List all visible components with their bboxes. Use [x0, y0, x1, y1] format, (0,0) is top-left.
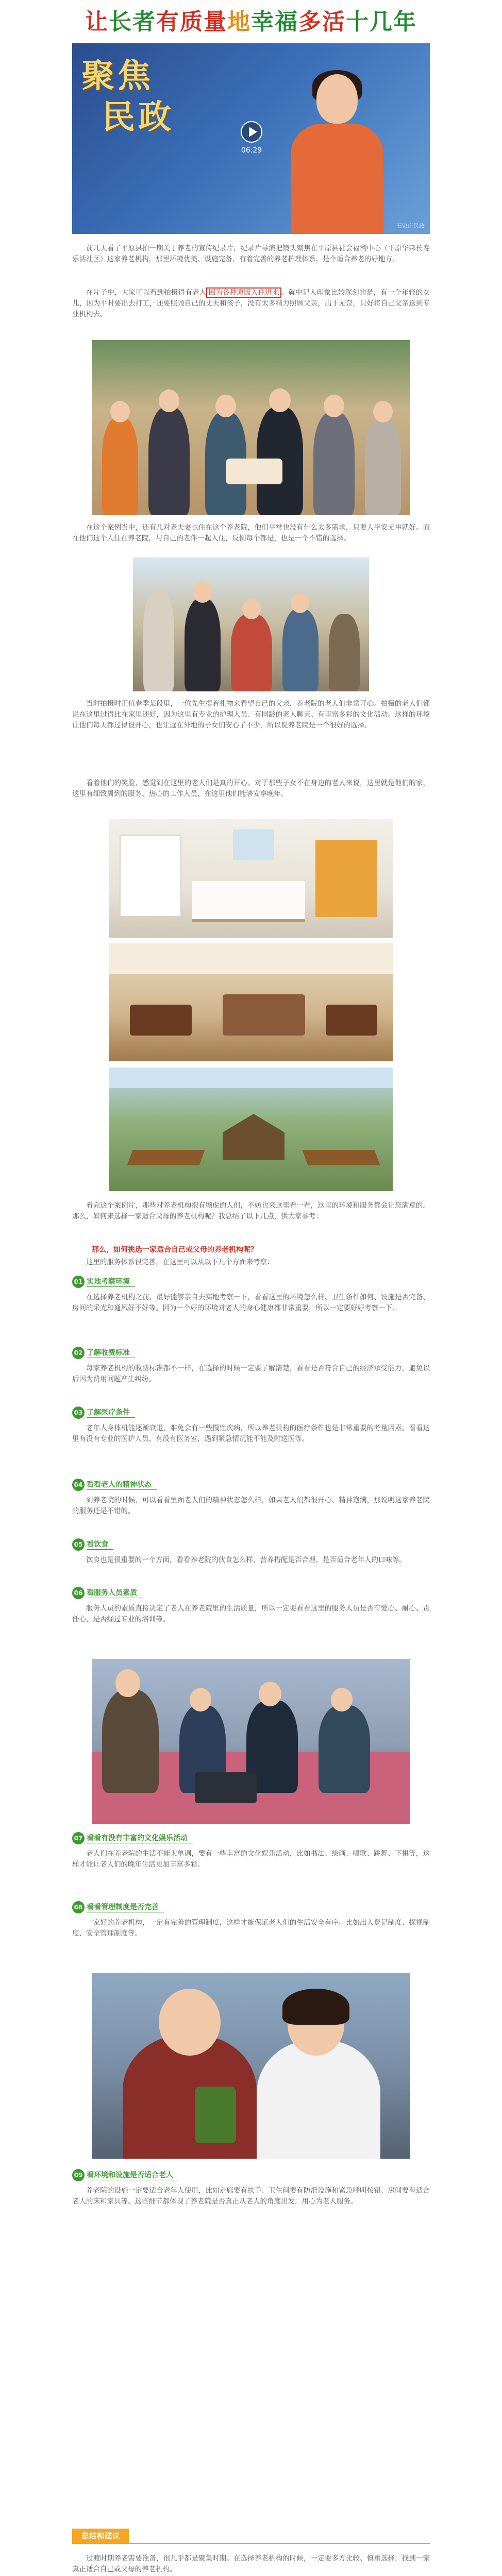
paragraph-3: 在这个案例当中，还有几对老夫妻也住在这个养老院，他们平常也没有什么太多需求，只要人平安无事就好。而在他们这个人住在养老院，与自己的老伴一起入住，反倒每个都是，也是一个不错的选择。 [72, 523, 430, 543]
play-icon[interactable] [240, 121, 263, 143]
paragraph-5: 看着他们的笑脸，感觉到在这里的老人们是真的开心。对于那些子女不在身边的老人来说，这里就是他们的家，这里有细致周到的服务、热心的工作人员，在这里他们能够安享晚年。 [72, 779, 430, 798]
item-4-title: 看看老人的精神状态 [87, 1480, 157, 1490]
item-5-text: 饮食也是很重要的一个方面，看看养老院的伙食怎么样，营养搭配是否合理，是否适合老年人的口味等。 [86, 1556, 406, 1564]
video-player[interactable] [72, 43, 430, 234]
item-1-text: 在选择养老机构之前，最好能够亲自去实地考察一下，看看这里的环境怎么样、卫生条件如何、设施是否完备、房间的采光和通风好不好等。因为一个好的环境对老人的身心健康都非常重要，所以一定要好好考察一下。 [72, 1293, 430, 1312]
news-anchor [286, 74, 389, 234]
item-8-title: 看看管理制度是否完善 [87, 1902, 164, 1912]
headline-part-6: 多活 [298, 9, 346, 35]
headline-part-2: 长者 [109, 9, 156, 35]
item-7-text: 老人们在养老院的生活不能太单调，要有一些丰富的文化娱乐活动，比如书法、绘画、唱歌、跳舞、下棋等，这样才能让老人们的晚年生活更加丰富多彩。 [72, 1850, 430, 1869]
headline-part-4: 地 [227, 9, 251, 35]
item-number: 06 [72, 1587, 85, 1599]
banner-line-2: 民政 [102, 98, 174, 137]
photo-activity-room [109, 943, 393, 1061]
summary-section-tag: 总结和建议 [72, 2529, 129, 2543]
summary-paragraph-1: 过渡时期养老需要准备，很几乎都是聚集时期。在选择养老机构的时候，一定要多方比较、慎重选择，找到一家真正适合自己或父母的养老机构。 [72, 2554, 430, 2573]
item-number: 03 [72, 1406, 85, 1419]
paragraph-4: 当时拍摄时正值春季某段里，一位先生提着礼物来看望自己的父亲，养老院的老人们非常开心。拍摄的老人们都说在这里过得比在家里还好，因为这里有专业的护理人员、有同龄的老人聊天、有丰富多彩的文化活动。这样的环境让他们每天都过得很开心，也让远在外地的子女们安心了不少，所以说养老院是一个很好的选择。 [72, 700, 430, 730]
video-duration: 06:29 [241, 146, 262, 155]
photo-elder-and-caregiver [92, 1973, 410, 2159]
paragraph-2 [72, 287, 430, 320]
item-2-title: 了解收费标准 [87, 1348, 135, 1358]
item-8-text: 一家好的养老机构，一定有完善的管理制度，这样才能保证老人们的生活安全有序。比如出入登记制度、探视制度、安全管理制度等。 [72, 1919, 430, 1938]
item-9-text: 养老院的设施一定要适合老年人使用，比如走廊要有扶手、卫生间要有防滑设施和紧急呼叫按钮、房间要有适合老人的床和家具等。这些细节都体现了养老院是否真正从老人的角度出发，用心为老人服务。 [72, 2187, 430, 2206]
photo-elders-activity [92, 1659, 410, 1824]
video-banner [81, 56, 174, 138]
p2-text-b: 。就中记人印象比较深刻的是，有一个年轻的女儿，因为平时要出去打工，还要照顾自己的丈夫和孩子，没有太多精力照顾父亲，出于无奈，只好将自己父亲送到专业机构去。 [72, 289, 430, 318]
item-6-title: 看服务人员素质 [87, 1588, 142, 1598]
item-4-text: 到养老院的时候，可以看看里面老人们的精神状态怎么样，如果老人们都很开心、精神饱满，那说明这家养老院的服务还是不错的。 [72, 1496, 430, 1515]
item-number: 05 [72, 1538, 85, 1551]
photo-elders-cake [92, 340, 410, 515]
photo-visit [133, 557, 369, 691]
item-3-text: 老年人身体机能逐渐衰退，难免会有一些慢性疾病，所以养老机构的医疗条件也是非常重要的考量因素。看看这里有没有专业的医护人员、有没有医务室，遇到紧急情况能不能及时送医等。 [72, 1424, 430, 1443]
item-number: 07 [72, 1832, 85, 1844]
headline-part-3: 有质量 [156, 9, 227, 35]
item-number: 09 [72, 2169, 85, 2181]
summary-divider [72, 2543, 430, 2544]
paragraph-intro: 前几天看了平原县拍一期关于养老的宣传纪录片，纪录片导演把镜头聚焦在平原县社会福利中心（平原华邦长寿乐活社区）这家养老机构，那里环境优美、设施完备，有着完善的养老护理体系，是个适合养老的好地方。 [72, 244, 430, 263]
headline-part-7: 十几年 [346, 9, 417, 35]
headline-part-5: 幸福 [251, 9, 298, 35]
item-9-title: 看环境和设施是否适合老人 [87, 2170, 178, 2180]
paragraph-6: 看完这个案例片，那些对养老机构抱有顾虑的人们，不妨也来这里看一看，这里的环境和服务都会让您满意的。那么，如何来选择一家适合父母的养老机构呢？我总结了以下几点，供大家参考： [72, 1201, 430, 1221]
photo-garden [109, 1067, 393, 1191]
video-logo: 石家庄民政 [396, 223, 425, 229]
paragraph-question: 这里的服务体系很完善，在这里可以从以下几个方面来考察： [86, 1258, 274, 1266]
p2-highlight: 因为各种原因入住进来 [206, 287, 281, 298]
banner-line-1: 聚焦 [81, 57, 154, 95]
item-number: 08 [72, 1901, 85, 1913]
item-6-text: 服务人员的素质直接决定了老人在养老院里的生活质量，所以一定要看看这里的服务人员是否有爱心、耐心、责任心，是否经过专业的培训等。 [72, 1604, 430, 1623]
headline-part-1: 让 [85, 9, 109, 35]
question-highlight: 那么，如何挑选一家适合自己或父母的养老机构呢？ [92, 1246, 258, 1254]
item-7-title: 看看有没有丰富的文化娱乐活动 [87, 1833, 193, 1843]
item-number: 02 [72, 1347, 85, 1359]
item-number: 04 [72, 1479, 85, 1491]
p2-text-a: 在片子中，大家可以看到拍摄得有老人 [86, 289, 207, 297]
item-2-text: 每家养老机构的收费标准都不一样，在选择的时候一定要了解清楚，看看是否符合自己的经济承受能力，避免以后因为费用问题产生纠纷。 [72, 1364, 430, 1383]
item-1-title: 实地考察环境 [87, 1277, 135, 1287]
photo-bedroom [109, 819, 393, 938]
item-number: 01 [72, 1276, 85, 1288]
item-3-title: 了解医疗条件 [87, 1408, 135, 1418]
article-headline [72, 6, 430, 38]
item-5-title: 看饮食 [87, 1539, 113, 1550]
